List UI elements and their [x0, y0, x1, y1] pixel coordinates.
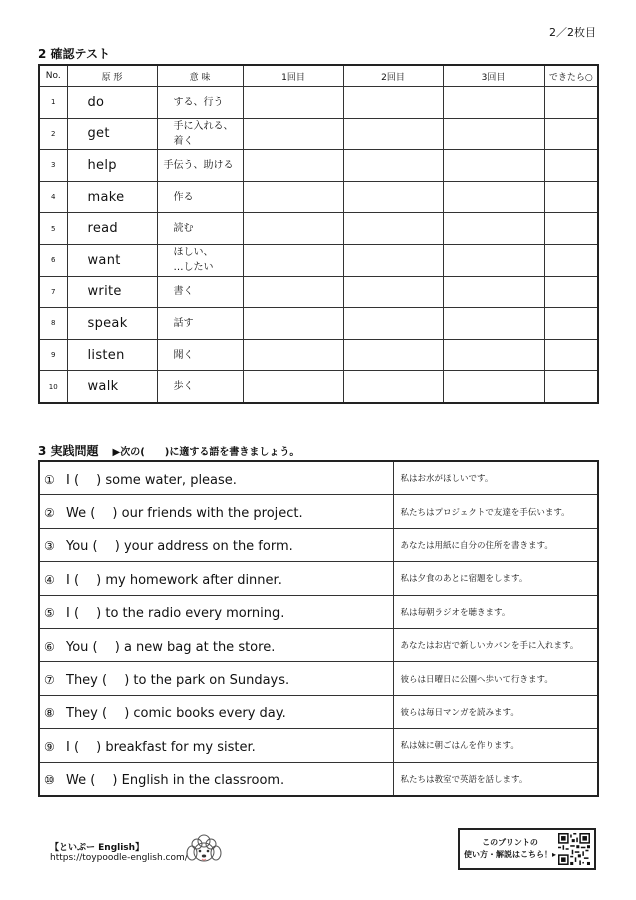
meaning-text: 読む [173, 223, 194, 235]
row-number: 5 [39, 213, 67, 245]
meaning-cell [157, 244, 243, 276]
english-sentence: I ( ) breakfast for my sister. [66, 739, 256, 755]
attempt-3-cell[interactable] [443, 371, 544, 403]
meaning-text: 着く [173, 135, 194, 147]
attempt-2-cell[interactable] [343, 276, 443, 308]
vocab-row [39, 118, 598, 150]
done-cell[interactable] [544, 308, 598, 340]
row-number: 8 [39, 308, 67, 340]
attempt-2-cell[interactable] [343, 181, 443, 213]
practice-row [39, 595, 598, 628]
attempt-2-cell[interactable] [343, 87, 443, 119]
practice-row [39, 662, 598, 695]
meaning-text: 書く [173, 286, 194, 298]
header-no: No. [39, 65, 67, 87]
meaning-text: 歩く [173, 381, 194, 393]
attempt-1-cell[interactable] [243, 308, 343, 340]
attempt-1-cell[interactable] [243, 181, 343, 213]
english-sentence: I ( ) to the radio every morning. [66, 606, 285, 622]
meaning-text: 作る [173, 191, 194, 203]
meaning-cell [157, 150, 243, 182]
practice-sentence-cell[interactable] [39, 528, 393, 561]
qr-code-icon[interactable] [558, 833, 590, 865]
header-base-form: 原 形 [67, 65, 157, 87]
brand-name: 【といぷー English】 [50, 843, 145, 853]
japanese-translation: 私はお水がほしいです。 [393, 461, 598, 495]
meaning-text: 手伝う、助ける [163, 159, 234, 171]
practice-row [39, 729, 598, 762]
vocab-row [39, 150, 598, 182]
english-sentence: They ( ) to the park on Sundays. [66, 673, 290, 689]
attempt-2-cell[interactable] [343, 118, 443, 150]
row-number: 2 [39, 118, 67, 150]
row-number: 4 [39, 181, 67, 213]
practice-sentence-cell[interactable] [39, 461, 393, 495]
practice-row [39, 495, 598, 528]
english-sentence: We ( ) our friends with the project. [66, 506, 303, 522]
japanese-translation: 私たちはプロジェクトで友達を手伝います。 [393, 495, 598, 528]
practice-row [39, 528, 598, 561]
practice-sentence-cell[interactable] [39, 595, 393, 628]
row-number: 6 [39, 244, 67, 276]
meaning-text: 手に入れる、 [173, 120, 234, 132]
vocab-row [39, 339, 598, 371]
japanese-translation: 彼らは日曜日に公園へ歩いて行きます。 [393, 662, 598, 695]
practice-sentence-cell[interactable] [39, 662, 393, 695]
attempt-2-cell[interactable] [343, 150, 443, 182]
english-sentence: I ( ) my homework after dinner. [66, 572, 282, 588]
practice-sentence-cell[interactable] [39, 628, 393, 661]
row-number: 9 [39, 339, 67, 371]
vocab-row [39, 181, 598, 213]
attempt-1-cell[interactable] [243, 87, 343, 119]
question-number: ④ [44, 572, 55, 587]
base-form-word: walk [67, 371, 157, 403]
vocab-row [39, 308, 598, 340]
japanese-translation: 私は毎朝ラジオを聴きます。 [393, 595, 598, 628]
practice-row [39, 628, 598, 661]
meaning-cell [157, 371, 243, 403]
page-number: 2／2枚目 [549, 26, 596, 39]
japanese-translation: あなたは用紙に自分の住所を書きます。 [393, 528, 598, 561]
base-form-word: write [67, 276, 157, 308]
section2-title [38, 45, 110, 62]
practice-sentence-cell[interactable] [39, 562, 393, 595]
guide-line-2: 使い方・解説はこちら！▸ [464, 850, 557, 859]
header-meaning: 意 味 [157, 65, 243, 87]
english-sentence: You ( ) a new bag at the store. [66, 639, 276, 655]
guide-text[interactable] [464, 837, 556, 861]
done-cell[interactable] [544, 244, 598, 276]
done-cell[interactable] [544, 213, 598, 245]
row-number: 10 [39, 371, 67, 403]
base-form-word: get [67, 118, 157, 150]
guide-link-box[interactable] [458, 828, 596, 870]
meaning-cell [157, 276, 243, 308]
header-attempt-1: 1回目 [243, 65, 343, 87]
header-done: できたら○ [544, 65, 598, 87]
practice-sentence-cell[interactable] [39, 495, 393, 528]
attempt-1-cell[interactable] [243, 371, 343, 403]
attempt-3-cell[interactable] [443, 213, 544, 245]
meaning-cell [157, 118, 243, 150]
meaning-cell [157, 339, 243, 371]
vocab-row [39, 371, 598, 403]
japanese-translation: 彼らは毎日マンガを読みます。 [393, 695, 598, 728]
practice-sentence-cell[interactable] [39, 729, 393, 762]
meaning-cell [157, 87, 243, 119]
meaning-text: する、行う [173, 96, 224, 108]
base-form-word: speak [67, 308, 157, 340]
meaning-text: ほしい、 [173, 247, 214, 259]
english-sentence: You ( ) your address on the form. [66, 539, 293, 555]
question-number: ⑧ [44, 706, 55, 721]
done-cell[interactable] [544, 181, 598, 213]
english-sentence: We ( ) English in the classroom. [66, 773, 285, 789]
question-number: ③ [44, 539, 55, 554]
english-sentence: I ( ) some water, please. [66, 472, 237, 488]
japanese-translation: 私は妹に朝ごはんを作ります。 [393, 729, 598, 762]
practice-row [39, 695, 598, 728]
attempt-2-cell[interactable] [343, 244, 443, 276]
practice-row [39, 461, 598, 495]
row-number: 1 [39, 87, 67, 119]
question-number: ② [44, 506, 55, 521]
vocab-row [39, 87, 598, 119]
question-number: ⑤ [44, 606, 55, 621]
poodle-mascot-icon [184, 832, 224, 866]
attempt-2-cell[interactable] [343, 339, 443, 371]
practice-row [39, 762, 598, 796]
attempt-3-cell[interactable] [443, 181, 544, 213]
guide-line-1: このプリントの [482, 838, 538, 847]
question-number: ⑥ [44, 639, 55, 654]
row-number: 7 [39, 276, 67, 308]
meaning-cell [157, 213, 243, 245]
header-attempt-2: 2回目 [343, 65, 443, 87]
attempt-3-cell[interactable] [443, 118, 544, 150]
practice-sentence-cell[interactable] [39, 695, 393, 728]
done-cell[interactable] [544, 339, 598, 371]
japanese-translation: 私たちは教室で英語を話します。 [393, 762, 598, 796]
question-number: ⑨ [44, 739, 55, 754]
done-cell[interactable] [544, 276, 598, 308]
meaning-cell [157, 308, 243, 340]
question-number: ⑩ [44, 773, 55, 788]
practice-sentence-cell[interactable] [39, 762, 393, 796]
attempt-1-cell[interactable] [243, 339, 343, 371]
attempt-3-cell[interactable] [443, 339, 544, 371]
attempt-1-cell[interactable] [243, 213, 343, 245]
section2-title-text: 2 確認テスト [38, 47, 111, 61]
attempt-3-cell[interactable] [443, 150, 544, 182]
question-number: ⑦ [44, 673, 55, 688]
section3-instruction: ▶次の( )に適する語を書きましょう。 [112, 447, 300, 458]
vocab-header-row [39, 65, 598, 87]
attempt-1-cell[interactable] [243, 118, 343, 150]
attempt-2-cell[interactable] [343, 371, 443, 403]
japanese-translation: 私は夕食のあとに宿題をします。 [393, 562, 598, 595]
attempt-2-cell[interactable] [343, 308, 443, 340]
done-cell[interactable] [544, 371, 598, 403]
done-cell[interactable] [544, 118, 598, 150]
section3-title-text: 3 実践問題 [38, 444, 99, 458]
attempt-3-cell[interactable] [443, 308, 544, 340]
header-attempt-3: 3回目 [443, 65, 544, 87]
attempt-1-cell[interactable] [243, 244, 343, 276]
japanese-translation: あなたはお店で新しいカバンを手に入れます。 [393, 628, 598, 661]
base-form-word: want [67, 244, 157, 276]
brand-url[interactable]: https://toypoodle-english.com/ [50, 853, 188, 863]
base-form-word: make [67, 181, 157, 213]
row-number: 3 [39, 150, 67, 182]
attempt-1-cell[interactable] [243, 150, 343, 182]
vocab-row [39, 213, 598, 245]
attempt-2-cell[interactable] [343, 213, 443, 245]
question-number: ① [44, 472, 55, 487]
english-sentence: They ( ) comic books every day. [66, 706, 286, 722]
vocab-row [39, 276, 598, 308]
meaning-text: 話す [173, 317, 194, 329]
base-form-word: listen [67, 339, 157, 371]
attempt-3-cell[interactable] [443, 244, 544, 276]
vocab-test-table [38, 64, 599, 404]
meaning-text: 聞く [173, 349, 194, 361]
done-cell[interactable] [544, 87, 598, 119]
done-cell[interactable] [544, 150, 598, 182]
meaning-text: …したい [173, 262, 214, 274]
base-form-word: read [67, 213, 157, 245]
vocab-row [39, 244, 598, 276]
attempt-3-cell[interactable] [443, 87, 544, 119]
meaning-cell [157, 181, 243, 213]
attempt-3-cell[interactable] [443, 276, 544, 308]
attempt-1-cell[interactable] [243, 276, 343, 308]
practice-table [38, 460, 599, 797]
section3-title [38, 442, 299, 459]
base-form-word: do [67, 87, 157, 119]
practice-row [39, 562, 598, 595]
base-form-word: help [67, 150, 157, 182]
